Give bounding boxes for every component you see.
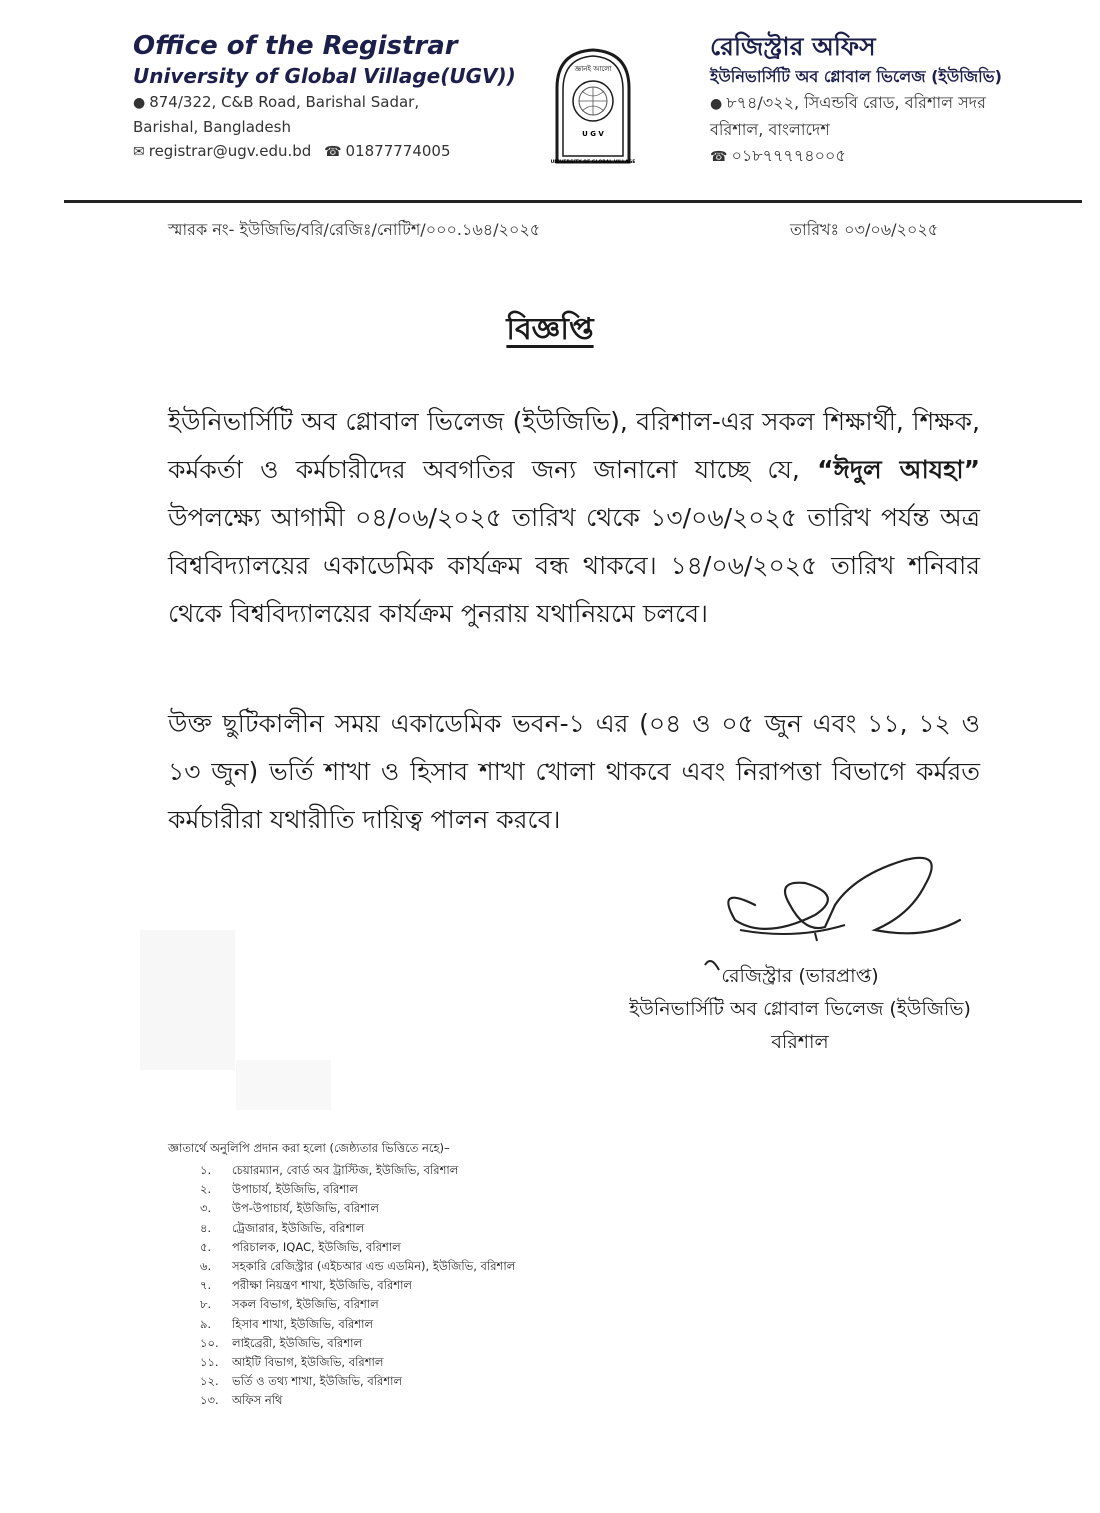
signatory-title: রেজিস্ট্রার (ভারপ্রাপ্ত)	[721, 965, 879, 987]
copy-item-number: ১.	[200, 1163, 212, 1177]
logo-letters: U G V	[582, 130, 604, 138]
copy-item-number: ৬.	[200, 1258, 212, 1273]
copy-list-item	[200, 1199, 515, 1218]
address-en-line2: Barishal, Bangladesh	[133, 118, 291, 136]
address-en-text1: 874/322, C&B Road, Barishal Sadar,	[149, 93, 420, 111]
address-bn-line2: বরিশাল, বাংলাদেশ	[710, 120, 830, 139]
notice-paragraph-1	[168, 398, 980, 638]
phone-en-text: 01877774005	[345, 142, 451, 160]
address-bn-line1	[710, 90, 1090, 117]
copy-item-number: ১১.	[200, 1354, 219, 1369]
address-bn-text1: ৮৭৪/৩২২, সিএন্ডবি রোড, বরিশাল সদর	[726, 93, 986, 112]
header-divider	[64, 200, 1082, 203]
memo-reference: স্মারক নং- ইউজিভি/বরি/রেজিঃ/নোটিশ/০০০.১৬৪/২০২৫	[168, 220, 541, 239]
p1-text-before: ইউনিভার্সিটি অব গ্লোবাল ভিলেজ (ইউজিভি), বরিশাল-এর সকল শিক্ষার্থী, শিক্ষক, কর্মকর্তা ও কর্মচারীদের অবগতির জন্য জানানো যাচ্ছে যে,	[168, 407, 980, 484]
copy-item-number: ৫.	[200, 1239, 212, 1254]
copy-item-number: ১০.	[200, 1335, 219, 1350]
memo-date: তারিখঃ ০৩/০৬/২০২৫	[790, 220, 939, 239]
copy-item-text: সহকারি রেজিস্ট্রার (এইচআর এন্ড এডমিন), ইউজিভি, বরিশাল	[232, 1258, 516, 1273]
notice-title: বিজ্ঞপ্তি	[506, 312, 594, 347]
copy-list-item	[200, 1372, 515, 1391]
copy-list-item	[200, 1295, 515, 1314]
university-logo	[551, 46, 635, 166]
copy-list-item	[200, 1257, 515, 1276]
copy-list-item	[200, 1315, 515, 1334]
copy-item-text: পরীক্ষা নিয়ন্ত্রণ শাখা, ইউজিভি, বরিশাল	[232, 1278, 413, 1293]
copy-item-number: ৪.	[200, 1220, 212, 1235]
notice-paragraph-2: উক্ত ছুটিকালীন সময় একাডেমিক ভবন-১ এর (০৪ ও ০৫ জুন এবং ১১, ১২ ও ১৩ জুন) ভর্তি শাখা ও হিসাব শাখা খোলা থাকবে এবং নিরাপত্তা বিভাগে কর্মরত কর্মচারীরা যথারীতি দায়িত্ব পালন করবে।	[168, 709, 980, 834]
copy-item-text: উপাচার্য, ইউজিভি, বরিশাল	[232, 1182, 358, 1197]
signatory-block	[600, 960, 1000, 1059]
copy-item-number: ৯.	[200, 1316, 212, 1331]
university-name-en: University of Global Village(UGV))	[133, 64, 516, 88]
notice-heading	[0, 305, 1100, 356]
location-pin-icon: ●	[133, 95, 146, 111]
p1-text-after: উপলক্ষ্যে আগামী ০৪/০৬/২০২৫ তারিখ থেকে ১৩/০৬/২০২৫ তারিখ পর্যন্ত অত্র বিশ্ববিদ্যালয়ের একাডেমিক কার্যক্রম বন্ধ থাকবে। ১৪/০৬/২০২৫ তারিখ শনিবার থেকে বিশ্ববিদ্যালয়ের কার্যক্রম পুনরায় যথানিয়মে চলবে।	[168, 503, 980, 628]
contact-en	[133, 139, 533, 164]
logo-caption: UNIVERSITY OF GLOBAL VILLAGE	[551, 160, 635, 165]
scan-smudge	[140, 930, 235, 1070]
copy-list-item	[200, 1334, 515, 1353]
copy-item-text: ভর্তি ও তথ্য শাখা, ইউজিভি, বরিশাল	[232, 1374, 403, 1389]
copy-to-title: জ্ঞাতার্থে অনুলিপি প্রদান করা হলো (জেষ্ঠ্যতার ভিত্তিতে নহে)–	[168, 1141, 450, 1155]
phone-icon: ☎	[710, 149, 728, 165]
copy-list-item	[200, 1353, 515, 1372]
copy-item-text: পরিচালক, IQAC, ইউজিভি, বরিশাল	[232, 1239, 401, 1254]
copy-item-text: হিসাব শাখা, ইউজিভি, বরিশাল	[232, 1316, 374, 1331]
copy-item-number: ২.	[200, 1182, 212, 1197]
copy-item-text: চেয়ারম্যান, বোর্ড অব ট্রাস্টিজ, ইউজিভি, বরিশাল	[232, 1163, 459, 1177]
email-text: registrar@ugv.edu.bd	[148, 142, 312, 160]
copy-item-text: সকল বিভাগ, ইউজিভি, বরিশাল	[232, 1297, 379, 1312]
email-icon: ✉	[133, 144, 145, 160]
address-en-line1	[133, 90, 533, 115]
copy-item-text: লাইব্রেরী, ইউজিভি, বরিশাল	[232, 1335, 363, 1350]
header-english	[133, 30, 533, 164]
phone-bn-text: ০১৮৭৭৭৭৪০০৫	[731, 146, 846, 165]
copy-item-number: ৭.	[200, 1278, 212, 1293]
copy-item-text: অফিস নথি	[232, 1393, 283, 1408]
copy-list-item	[200, 1276, 515, 1295]
office-title-en: Office of the Registrar	[133, 31, 458, 61]
copy-item-text: ট্রেজারার, ইউজিভি, বরিশাল	[232, 1220, 365, 1235]
signatory-university: ইউনিভার্সিটি অব গ্লোবাল ভিলেজ (ইউজিভি)	[629, 998, 971, 1020]
copy-item-number: ১৩.	[200, 1393, 219, 1408]
copy-to-list	[200, 1161, 515, 1410]
eid-quote: “ঈদুল আযহা”	[817, 455, 981, 484]
location-pin-icon: ●	[710, 96, 723, 112]
office-title-bn: রেজিস্ট্রার অফিস	[710, 32, 876, 61]
copy-list-item	[200, 1180, 515, 1199]
copy-item-text: আইটি বিভাগ, ইউজিভি, বরিশাল	[232, 1354, 384, 1369]
copy-item-number: ৩.	[200, 1201, 212, 1216]
scan-smudge	[236, 1060, 331, 1110]
copy-item-text: উপ-উপাচার্য, ইউজিভি, বরিশাল	[232, 1201, 379, 1216]
copy-list-item	[200, 1219, 515, 1238]
contact-bn	[710, 143, 1090, 170]
phone-icon: ☎	[324, 144, 342, 160]
logo-motto: জ্ঞানই আলো	[574, 65, 612, 73]
copy-list-item	[200, 1391, 515, 1410]
header-bengali	[710, 30, 1090, 170]
copy-item-number: ৮.	[200, 1297, 212, 1312]
copy-list-item	[200, 1238, 515, 1257]
copy-list-item	[200, 1161, 515, 1180]
copy-item-number: ১২.	[200, 1374, 219, 1389]
university-name-bn: ইউনিভার্সিটি অব গ্লোবাল ভিলেজ (ইউজিভি)	[710, 67, 1002, 86]
signatory-city: বরিশাল	[771, 1031, 829, 1053]
